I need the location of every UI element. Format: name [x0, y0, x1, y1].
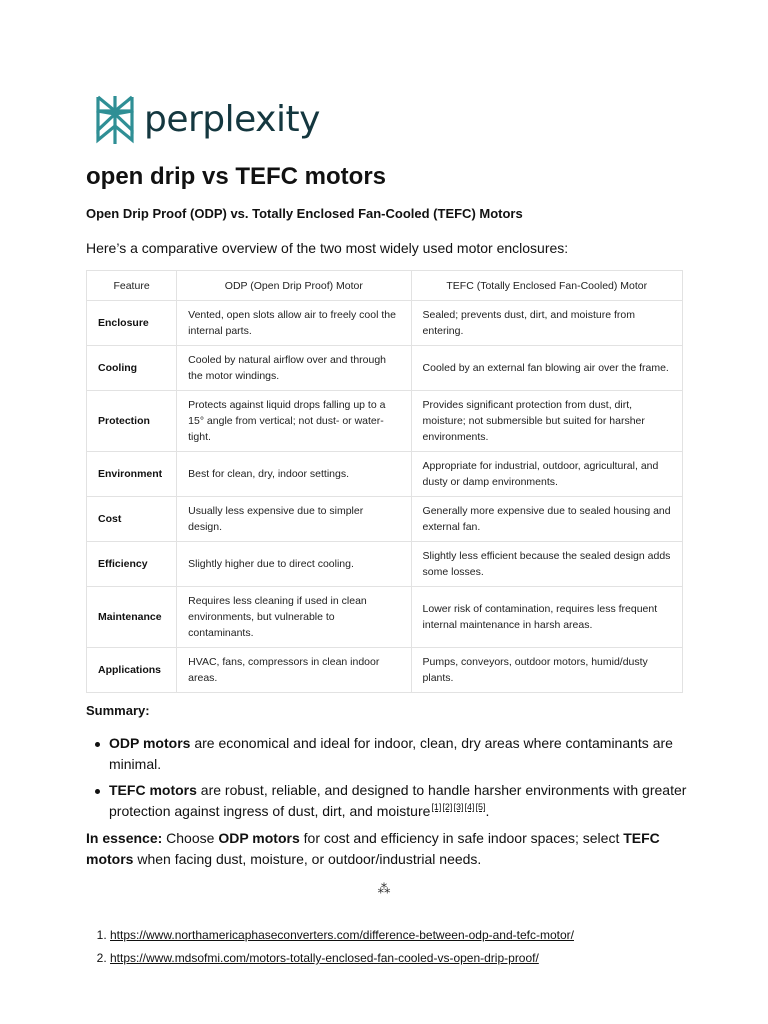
summary-item-odp: [109, 733, 709, 775]
table-cell-feature: Enclosure: [87, 301, 177, 346]
summary-text: are economical and ideal for indoor, clean, dry areas where contaminants are minimal.: [109, 735, 673, 772]
table-cell-tefc: Sealed; prevents dust, dirt, and moisture from entering.: [411, 301, 682, 346]
essence-text: for cost and efficiency in safe indoor spaces; select: [299, 830, 624, 846]
summary-item-tefc: [109, 780, 709, 822]
table-header-odp: ODP (Open Drip Proof) Motor: [177, 271, 411, 301]
table-cell-feature: Maintenance: [87, 587, 177, 648]
table-row: [87, 648, 683, 693]
summary-text: are robust, reliable, and designed to handle harsher environments with greater protection against ingress of dust, dirt, and moisture: [109, 782, 687, 819]
table-cell-odp: Requires less cleaning if used in clean environments, but vulnerable to contaminants.: [177, 587, 411, 648]
table-cell-tefc: Generally more expensive due to sealed housing and external fan.: [411, 497, 682, 542]
essence-bold: TEFC motors: [86, 830, 660, 867]
table-row: [87, 301, 683, 346]
reference-link[interactable]: https://www.northamericaphaseconverters.com/difference-between-odp-and-tefc-motor/: [110, 928, 574, 942]
reference-link[interactable]: https://www.mdsofmi.com/motors-totally-enclosed-fan-cooled-vs-open-drip-proof/: [110, 951, 539, 965]
citation-link[interactable]: [2]: [442, 802, 453, 813]
table-cell-odp: Best for clean, dry, indoor settings.: [177, 452, 411, 497]
subtitle: Open Drip Proof (ODP) vs. Totally Enclosed Fan-Cooled (TEFC) Motors: [86, 206, 523, 221]
table-cell-feature: Cooling: [87, 346, 177, 391]
table-cell-odp: Slightly higher due to direct cooling.: [177, 542, 411, 587]
table-cell-odp: Protects against liquid drops falling up to a 15° angle from vertical; not dust- or water-tight.: [177, 391, 411, 452]
essence-text: when facing dust, moisture, or outdoor/industrial needs.: [133, 851, 482, 867]
table-row: [87, 452, 683, 497]
perplexity-logo-icon: [94, 94, 136, 146]
table-row: [87, 391, 683, 452]
table-cell-feature: Efficiency: [87, 542, 177, 587]
brand-name: perplexity: [144, 99, 320, 140]
table-cell-feature: Protection: [87, 391, 177, 452]
table-row: [87, 346, 683, 391]
table-cell-tefc: Lower risk of contamination, requires less frequent internal maintenance in harsh areas.: [411, 587, 682, 648]
essence-paragraph: [86, 828, 686, 870]
section-separator: ⁂: [377, 882, 391, 897]
comparison-table: [86, 270, 683, 693]
table-header-tefc: TEFC (Totally Enclosed Fan-Cooled) Motor: [411, 271, 682, 301]
table-cell-odp: Cooled by natural airflow over and through the motor windings.: [177, 346, 411, 391]
page-title: open drip vs TEFC motors: [86, 163, 387, 190]
table-cell-tefc: Appropriate for industrial, outdoor, agricultural, and dusty or damp environments.: [411, 452, 682, 497]
table-cell-tefc: Cooled by an external fan blowing air over the frame.: [411, 346, 682, 391]
perplexity-logo: [94, 94, 320, 146]
essence-bold: ODP motors: [218, 830, 300, 846]
table-cell-feature: Environment: [87, 452, 177, 497]
table-cell-feature: Applications: [87, 648, 177, 693]
references-list: [86, 924, 574, 970]
summary-end: .: [485, 803, 490, 819]
table-row: [87, 542, 683, 587]
table-header-feature: Feature: [87, 271, 177, 301]
citation-link[interactable]: [3]: [453, 802, 464, 813]
summary-list: [86, 733, 709, 827]
summary-bold: ODP motors: [109, 735, 191, 751]
table-header-row: [87, 271, 683, 301]
citation-link[interactable]: [1]: [431, 802, 442, 813]
essence-text: Choose: [162, 830, 219, 846]
table-cell-odp: Vented, open slots allow air to freely cool the internal parts.: [177, 301, 411, 346]
reference-item: [110, 924, 574, 947]
citation-link[interactable]: [5]: [475, 802, 486, 813]
table-cell-odp: Usually less expensive due to simpler design.: [177, 497, 411, 542]
reference-item: [110, 947, 574, 970]
intro-text: Here’s a comparative overview of the two most widely used motor enclosures:: [86, 240, 569, 256]
table-row: [87, 587, 683, 648]
essence-label: In essence:: [86, 830, 163, 846]
table-cell-tefc: Pumps, conveyors, outdoor motors, humid/dusty plants.: [411, 648, 682, 693]
table-row: [87, 497, 683, 542]
citation-link[interactable]: [4]: [464, 802, 475, 813]
table-cell-odp: HVAC, fans, compressors in clean indoor areas.: [177, 648, 411, 693]
table-cell-tefc: Provides significant protection from dust, dirt, moisture; not submersible but suited for harsher environments.: [411, 391, 682, 452]
summary-bold: TEFC motors: [109, 782, 197, 798]
summary-heading: Summary:: [86, 703, 150, 718]
table-cell-feature: Cost: [87, 497, 177, 542]
table-cell-tefc: Slightly less efficient because the sealed design adds some losses.: [411, 542, 682, 587]
